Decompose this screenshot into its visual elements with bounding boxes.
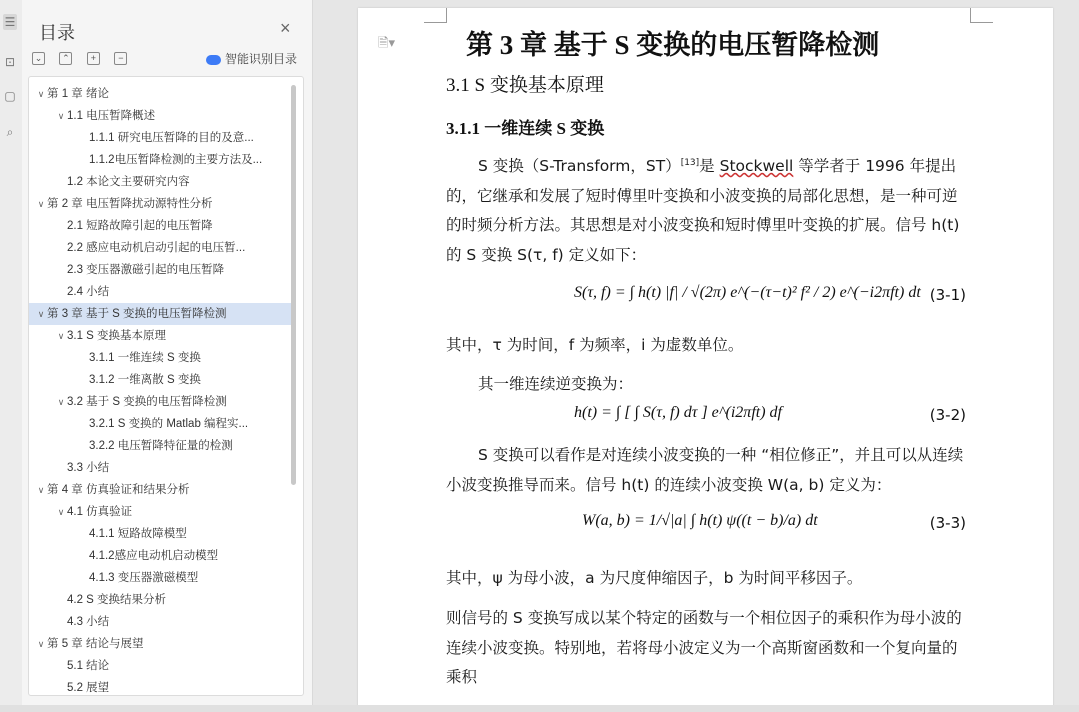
text-run: 等学者于 1996 年提出的，它继承和发展了短时傅里叶变换和小波变换的局部化思想，是一种可逆的时频分析方法。其思想是对小波变换和短时傅里叶变换的扩展。信号 h(t) 的 S 变换 S(τ, f) 定义如下： xyxy=(446,157,960,264)
add-heading-icon[interactable]: + xyxy=(87,52,100,65)
equation-3-2 xyxy=(446,396,966,436)
pages-icon[interactable]: ▢ xyxy=(4,89,16,103)
toc-item-label: 1.1.1 研究电压暂降的目的及意... xyxy=(89,132,254,144)
toc-item-label: 3.1.2 一维离散 S 变换 xyxy=(89,374,201,386)
toc-item[interactable] xyxy=(29,611,304,633)
toc-item[interactable] xyxy=(29,281,304,303)
toc-item-label: 1.1 电压暂降概述 xyxy=(67,110,156,122)
toc-item-label: 2.2 感应电动机启动引起的电压暂... xyxy=(67,242,246,254)
toc-item-label: 4.1.1 短路故障模型 xyxy=(89,528,187,540)
cloud-icon xyxy=(206,55,221,65)
toc-item-label: 第 2 章 电压暂降扰动源特性分析 xyxy=(47,198,213,210)
paragraph-intro xyxy=(446,149,966,270)
toc-item-label: 4.3 小结 xyxy=(67,616,110,628)
toc-item-label: 1.1.2电压暂降检测的主要方法及... xyxy=(89,154,263,166)
chevron-down-icon[interactable]: ∨ xyxy=(37,485,45,495)
toc-item[interactable] xyxy=(29,83,295,105)
toc-list xyxy=(28,76,304,696)
toc-item-label: 4.1 仿真验证 xyxy=(67,506,133,518)
toc-item[interactable] xyxy=(29,347,304,369)
toc-item-label: 3.2 基于 S 变换的电压暂降检测 xyxy=(67,396,227,408)
smart-toc-label: 智能识别目录 xyxy=(225,52,298,66)
smart-toc-button[interactable] xyxy=(206,50,297,67)
search-icon[interactable]: ⌕ xyxy=(6,125,14,139)
document-icon[interactable]: 🗎▾ xyxy=(378,35,395,50)
toc-panel xyxy=(22,0,313,712)
chapter-title: 第 3 章 基于 S 变换的电压暂降检测 xyxy=(466,30,880,60)
chevron-down-icon[interactable]: ∨ xyxy=(57,397,65,407)
document-page xyxy=(358,8,1053,712)
toc-item-label: 第 4 章 仿真验证和结果分析 xyxy=(47,484,190,496)
paragraph-variables: 其中，τ 为时间，f 为频率，i 为虚数单位。 xyxy=(446,336,744,354)
toc-item-label: 5.1 结论 xyxy=(67,660,110,672)
status-strip xyxy=(0,705,1079,712)
chevron-down-icon[interactable]: ∨ xyxy=(57,507,65,517)
equation-body: S(τ, f) = ∫ h(t) |f| / √(2π) e^(−(τ−t)² f² / 2) e^(−i2πft) dt xyxy=(574,284,921,301)
toc-item[interactable] xyxy=(29,435,304,457)
chevron-down-icon[interactable]: ∨ xyxy=(37,89,45,99)
toc-item[interactable] xyxy=(29,237,304,259)
toc-item[interactable] xyxy=(29,589,304,611)
citation: [13] xyxy=(680,158,700,168)
margin-mark xyxy=(424,8,447,23)
equation-number: (3-1) xyxy=(929,286,966,304)
paragraph-wavelet: S 变换可以看作是对连续小波变换的一种 “相位修正”，并且可以从连续小波变换推导而来。信号 h(t) 的连续小波变换 W(a, b) 定义为： xyxy=(446,446,964,494)
toc-item-label: 4.1.3 变压器激磁模型 xyxy=(89,572,199,584)
text-run: 是 xyxy=(699,157,720,176)
left-tool-strip xyxy=(0,0,23,712)
toc-item[interactable] xyxy=(29,413,304,435)
toc-item[interactable] xyxy=(29,325,304,347)
spellcheck-word: Stockwell xyxy=(719,157,794,176)
chevron-down-icon[interactable]: ∨ xyxy=(37,309,45,319)
toc-item-label: 4.2 S 变换结果分析 xyxy=(67,594,167,606)
toc-item[interactable] xyxy=(29,501,304,523)
toc-title: 目录 xyxy=(39,23,75,43)
toc-item-label: 3.2.2 电压暂降特征量的检测 xyxy=(89,440,233,452)
equation-body: h(t) = ∫ [ ∫ S(τ, f) dτ ] e^(i2πft) df xyxy=(574,404,782,421)
section-title: 3.1 S 变换基本原理 xyxy=(446,75,604,96)
toc-item-label: 第 3 章 基于 S 变换的电压暂降检测 xyxy=(47,308,227,320)
toc-item[interactable] xyxy=(29,215,304,237)
toc-item-label: 1.2 本论文主要研究内容 xyxy=(67,176,190,188)
toc-item[interactable] xyxy=(29,655,304,677)
close-icon[interactable]: × xyxy=(280,18,291,38)
toc-item[interactable] xyxy=(29,391,304,413)
toc-item[interactable] xyxy=(29,545,304,567)
margin-mark xyxy=(970,8,993,23)
equation-3-1 xyxy=(446,276,966,316)
toc-item[interactable] xyxy=(29,303,295,325)
equation-3-3 xyxy=(446,504,966,544)
remove-heading-icon[interactable]: − xyxy=(114,52,127,65)
chevron-down-icon[interactable]: ∨ xyxy=(37,199,45,209)
toc-item-label: 2.1 短路故障引起的电压暂降 xyxy=(67,220,213,232)
toc-item[interactable] xyxy=(29,457,304,479)
subsection-title: 3.1.1 一维连续 S 变换 xyxy=(446,119,605,138)
toc-item[interactable] xyxy=(29,523,304,545)
toc-item[interactable] xyxy=(29,567,304,589)
toc-panel-icon[interactable]: ☰ xyxy=(4,15,16,29)
toc-item[interactable] xyxy=(29,171,304,193)
chevron-down-icon[interactable]: ∨ xyxy=(57,331,65,341)
toc-item-label: 3.1 S 变换基本原理 xyxy=(67,330,167,342)
toc-item-label: 3.1.1 一维连续 S 变换 xyxy=(89,352,201,364)
equation-number: (3-3) xyxy=(929,514,966,532)
toc-item[interactable] xyxy=(29,127,304,149)
toc-item-label: 3.3 小结 xyxy=(67,462,110,474)
toc-item[interactable] xyxy=(29,149,304,171)
toc-item[interactable] xyxy=(29,677,304,696)
toc-item-label: 第 1 章 绪论 xyxy=(47,88,109,100)
toc-item-label: 2.4 小结 xyxy=(67,286,110,298)
paragraph-definition: 则信号的 S 变换写成以某个特定的函数与一个相位因子的乘积作为母小波的连续小波变换。特别地，若将母小波定义为一个高斯窗函数和一个复向量的乘积 xyxy=(446,609,962,686)
toc-item-label: 5.2 展望 xyxy=(67,682,110,694)
toc-item[interactable] xyxy=(29,259,304,281)
toc-item[interactable] xyxy=(29,479,295,501)
toc-item-label: 2.3 变压器激磁引起的电压暂降 xyxy=(67,264,225,276)
expand-all-icon[interactable]: ⌄ xyxy=(32,52,45,65)
chevron-down-icon[interactable]: ∨ xyxy=(37,639,45,649)
equation-body: W(a, b) = 1/√|a| ∫ h(t) ψ((t − b)/a) dt xyxy=(582,512,818,529)
toc-item-label: 第 5 章 结论与展望 xyxy=(47,638,144,650)
scrollbar[interactable] xyxy=(291,85,296,485)
chevron-down-icon[interactable]: ∨ xyxy=(57,111,65,121)
paragraph-inverse: 其一维连续逆变换为： xyxy=(478,375,634,393)
toc-item-label: 3.2.1 S 变换的 Matlab 编程实... xyxy=(89,418,249,430)
toc-item[interactable] xyxy=(29,193,295,215)
bookmark-icon[interactable]: ⊡ xyxy=(4,55,16,69)
toc-item[interactable] xyxy=(29,369,304,391)
equation-number: (3-2) xyxy=(929,406,966,424)
collapse-all-icon[interactable]: ⌃ xyxy=(59,52,72,65)
toc-toolbar xyxy=(32,50,137,66)
toc-item-label: 4.1.2感应电动机启动模型 xyxy=(89,550,219,562)
paragraph-mother-wavelet: 其中，ψ 为母小波，a 为尺度伸缩因子，b 为时间平移因子。 xyxy=(446,569,863,587)
text-run: S 变换（S-Transform，ST） xyxy=(478,157,681,176)
toc-item[interactable] xyxy=(29,105,304,127)
toc-item[interactable] xyxy=(29,633,295,655)
